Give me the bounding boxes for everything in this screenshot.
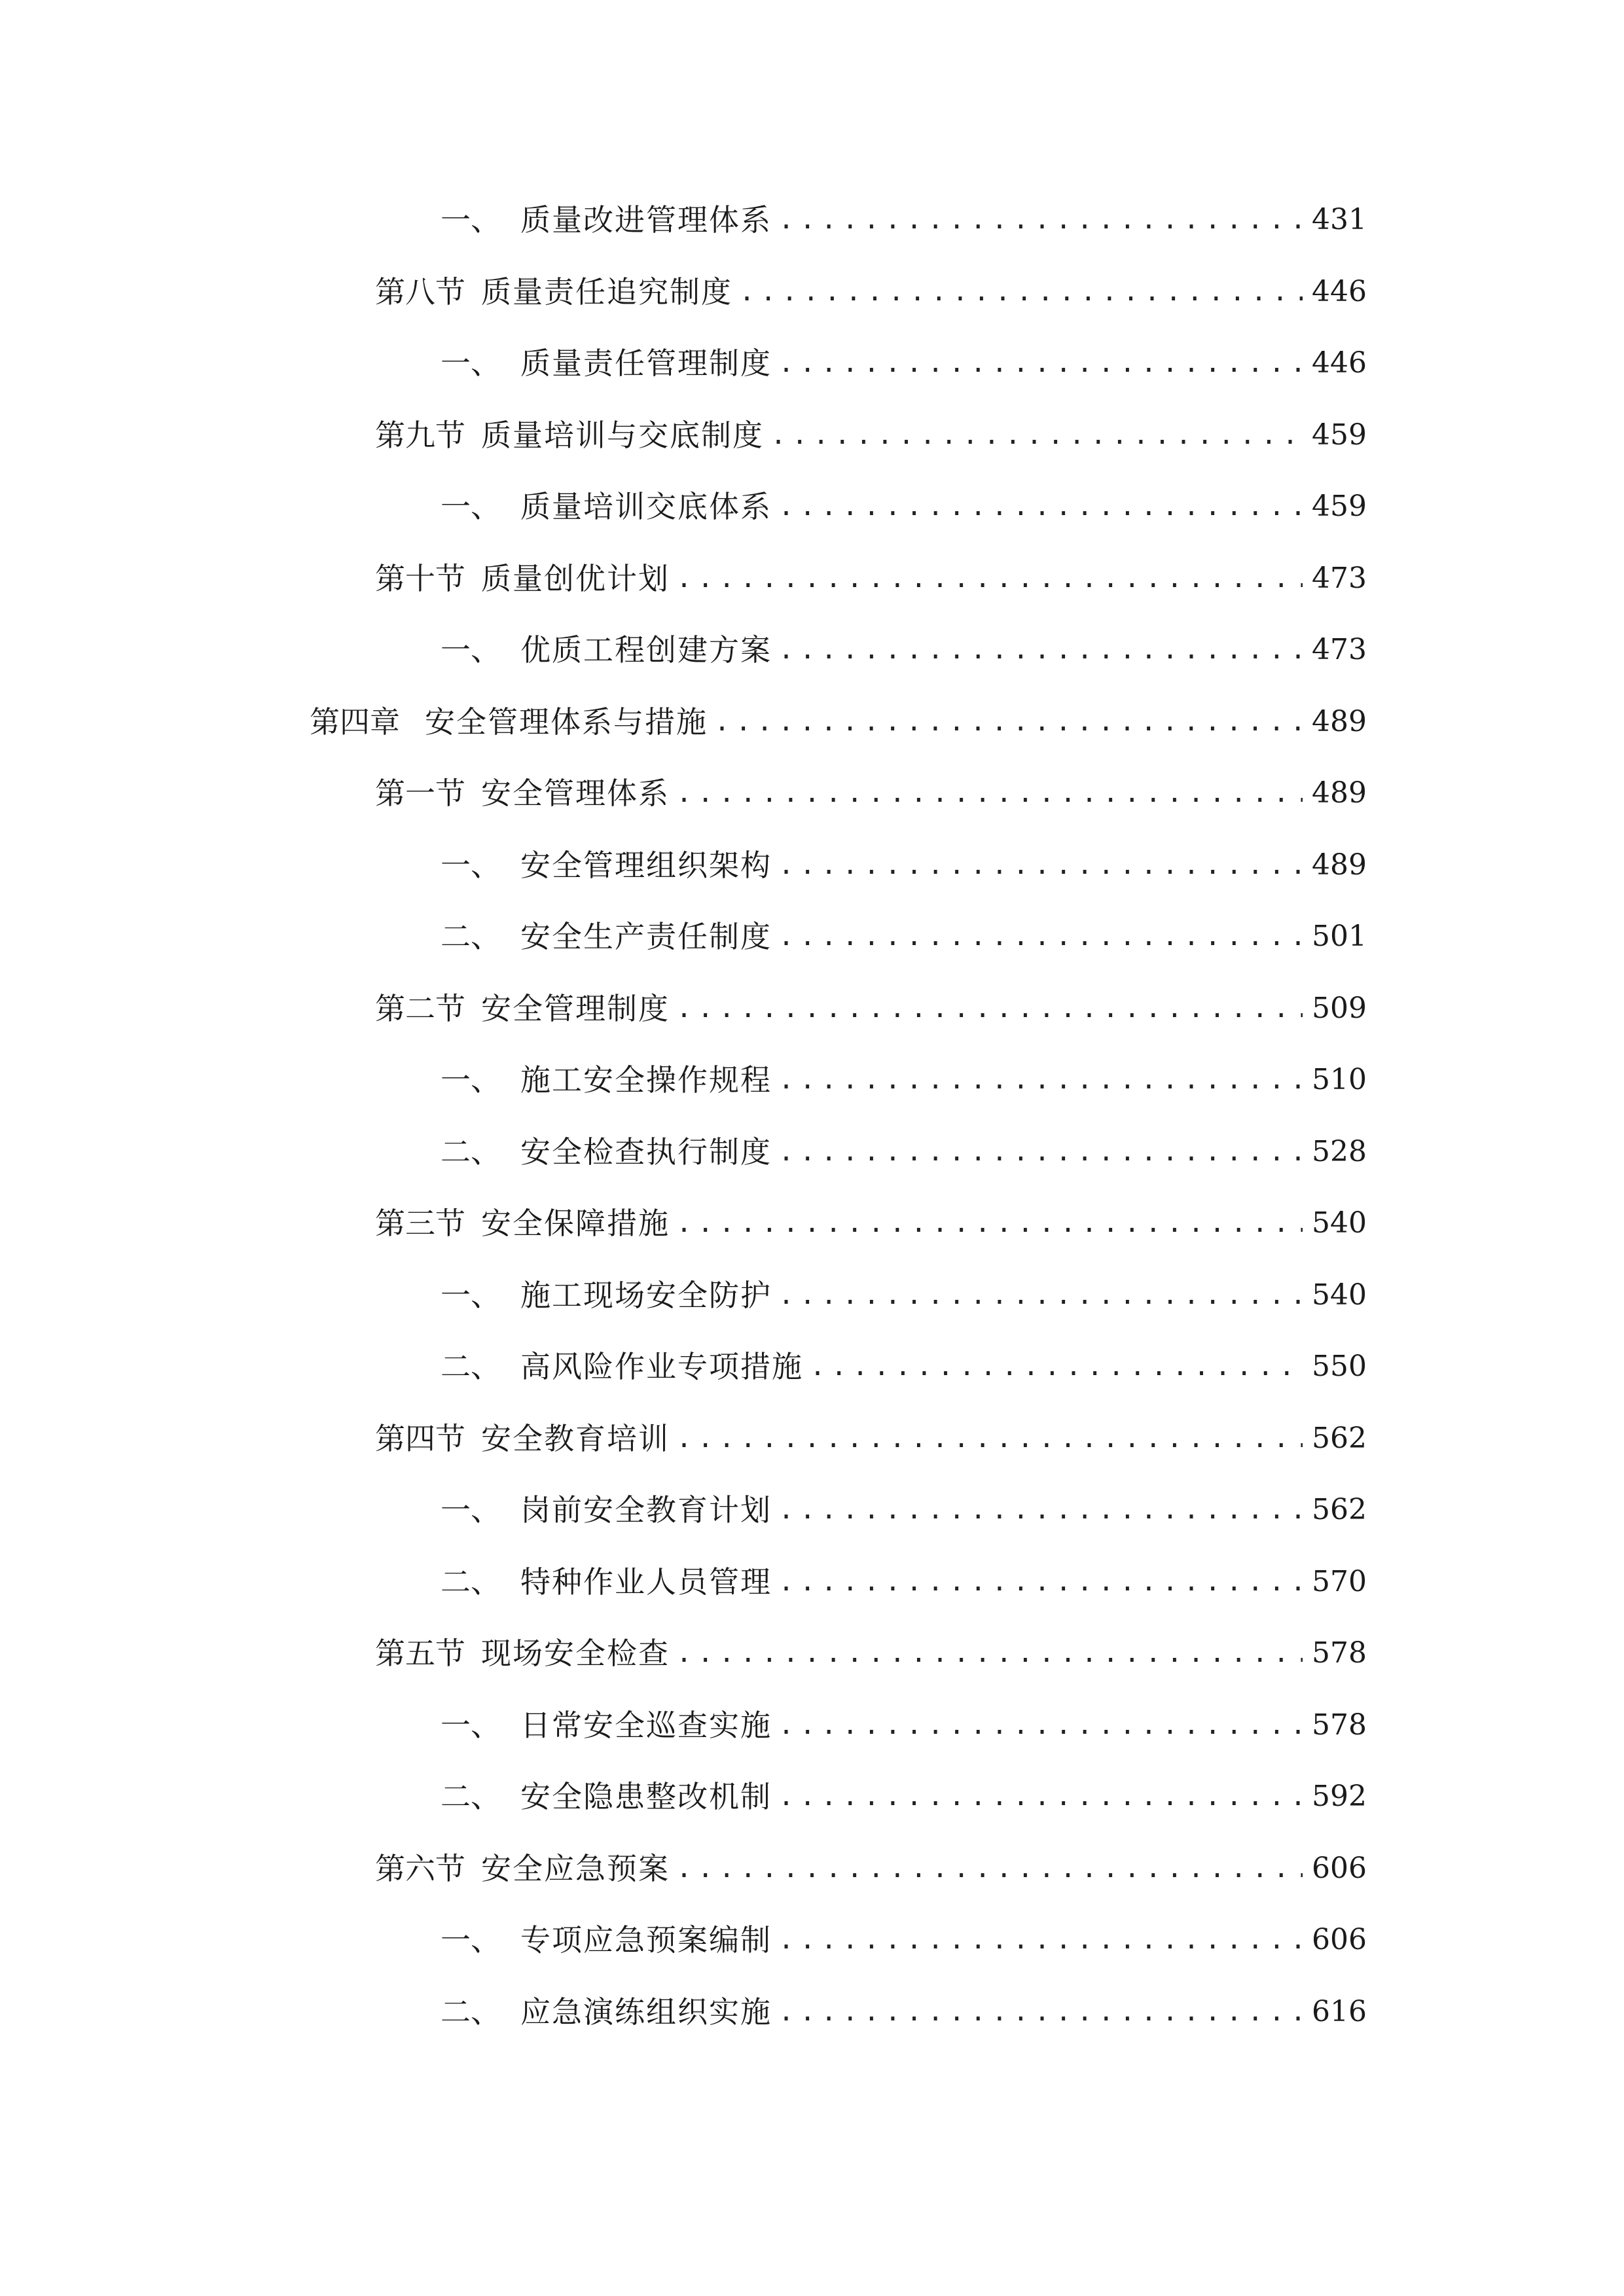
toc-dot-leader bbox=[810, 1340, 1303, 1393]
toc-entry-number: 一、 bbox=[441, 1492, 501, 1528]
toc-page-number: 570 bbox=[1312, 1565, 1367, 1598]
toc-entry-subsection[interactable] bbox=[441, 1269, 1367, 1321]
toc-page-number: 606 bbox=[1312, 1852, 1367, 1885]
toc-page-number: 489 bbox=[1312, 705, 1367, 738]
toc-entry-subsection[interactable] bbox=[441, 1340, 1367, 1393]
toc-page-number: 562 bbox=[1312, 1493, 1367, 1526]
toc-entry-title: 质量培训交底体系 bbox=[520, 489, 772, 524]
toc-entry-title: 安全隐患整改机制 bbox=[520, 1779, 772, 1814]
toc-dot-leader bbox=[778, 194, 1303, 246]
toc-entry-subsection[interactable] bbox=[441, 1699, 1367, 1751]
toc-entry-subsection[interactable] bbox=[441, 1914, 1367, 1966]
toc-page-number: 510 bbox=[1312, 1063, 1367, 1096]
toc-entry-number: 第三节 bbox=[375, 1206, 465, 1241]
toc-dot-leader bbox=[778, 1054, 1303, 1106]
toc-page-number: 489 bbox=[1312, 776, 1367, 810]
toc-entry-section[interactable] bbox=[375, 409, 1367, 461]
toc-page-number: 562 bbox=[1312, 1422, 1367, 1455]
toc-entry-title: 高风险作业专项措施 bbox=[520, 1349, 803, 1384]
toc-entry-title: 现场安全检查 bbox=[481, 1636, 670, 1671]
toc-dot-leader bbox=[676, 1197, 1303, 1249]
toc-entry-section[interactable] bbox=[375, 982, 1367, 1035]
toc-page-number: 592 bbox=[1312, 1780, 1367, 1813]
toc-entry-number: 一、 bbox=[441, 489, 501, 524]
toc-entry-title: 安全管理组织架构 bbox=[520, 848, 772, 883]
toc-dot-leader bbox=[778, 1770, 1303, 1823]
toc-page-number: 459 bbox=[1312, 418, 1367, 452]
toc-entry-number: 第五节 bbox=[375, 1636, 465, 1671]
toc-dot-leader bbox=[676, 767, 1303, 819]
toc-dot-leader bbox=[778, 910, 1303, 963]
toc-entry-number: 一、 bbox=[441, 1708, 501, 1743]
toc-entry-number: 二、 bbox=[441, 919, 501, 954]
toc-entry-title: 优质工程创建方案 bbox=[520, 632, 772, 668]
toc-page-number: 431 bbox=[1312, 203, 1367, 236]
toc-entry-number: 一、 bbox=[441, 632, 501, 668]
toc-entry-subsection[interactable] bbox=[441, 1556, 1367, 1608]
toc-entry-title: 专项应急预案编制 bbox=[520, 1922, 772, 1958]
toc-entry-title: 岗前安全教育计划 bbox=[520, 1492, 772, 1528]
toc-page-number: 616 bbox=[1312, 1995, 1367, 2028]
toc-entry-section[interactable] bbox=[375, 552, 1367, 605]
toc-dot-leader bbox=[778, 1699, 1303, 1751]
toc-entry-subsection[interactable] bbox=[441, 1054, 1367, 1106]
toc-entry-number: 二、 bbox=[441, 1134, 501, 1170]
toc-entry-number: 第八节 bbox=[375, 274, 465, 310]
toc-entry-title: 质量责任管理制度 bbox=[520, 346, 772, 381]
toc-entry-number: 第六节 bbox=[375, 1851, 465, 1886]
toc-entry-subsection[interactable] bbox=[441, 194, 1367, 246]
toc-dot-leader bbox=[676, 1627, 1303, 1679]
toc-entry-subsection[interactable] bbox=[441, 910, 1367, 963]
toc-dot-leader bbox=[676, 1412, 1303, 1465]
toc-page-number: 540 bbox=[1312, 1278, 1367, 1312]
toc-entry-section[interactable] bbox=[375, 767, 1367, 819]
toc-entry-subsection[interactable] bbox=[441, 1126, 1367, 1178]
toc-entry-title: 质量责任追究制度 bbox=[481, 274, 732, 310]
toc-dot-leader bbox=[778, 1556, 1303, 1608]
toc-entry-number: 第二节 bbox=[375, 991, 465, 1026]
toc-entry-number: 二、 bbox=[441, 1994, 501, 2030]
toc-entry-subsection[interactable] bbox=[441, 1770, 1367, 1823]
toc-dot-leader bbox=[714, 696, 1303, 748]
toc-dot-leader bbox=[778, 1126, 1303, 1178]
toc-dot-leader bbox=[676, 982, 1303, 1035]
toc-entry-number: 二、 bbox=[441, 1779, 501, 1814]
toc-entry-title: 安全应急预案 bbox=[481, 1851, 670, 1886]
toc-entry-number: 一、 bbox=[441, 848, 501, 883]
toc-page-number: 509 bbox=[1312, 992, 1367, 1025]
toc-dot-leader bbox=[778, 624, 1303, 676]
toc-entry-title: 质量培训与交底制度 bbox=[481, 418, 764, 453]
toc-entry-title: 施工现场安全防护 bbox=[520, 1278, 772, 1313]
toc-dot-leader bbox=[676, 552, 1303, 605]
toc-entry-subsection[interactable] bbox=[441, 839, 1367, 891]
toc-entry-section[interactable] bbox=[375, 1842, 1367, 1895]
toc-entry-title: 应急演练组织实施 bbox=[520, 1994, 772, 2030]
toc-entry-section[interactable] bbox=[375, 1197, 1367, 1249]
toc-entry-number: 一、 bbox=[441, 1922, 501, 1958]
toc-page-number: 540 bbox=[1312, 1206, 1367, 1240]
toc-dot-leader bbox=[778, 1986, 1303, 2038]
toc-entry-title: 质量改进管理体系 bbox=[520, 202, 772, 238]
toc-dot-leader bbox=[778, 337, 1303, 389]
toc-dot-leader bbox=[778, 839, 1303, 891]
toc-entry-title: 安全生产责任制度 bbox=[520, 919, 772, 954]
toc-entry-chapter[interactable] bbox=[310, 696, 1367, 748]
toc-page-number: 473 bbox=[1312, 633, 1367, 666]
toc-entry-section[interactable] bbox=[375, 1627, 1367, 1679]
toc-page-number: 459 bbox=[1312, 490, 1367, 523]
toc-page-number: 550 bbox=[1312, 1350, 1367, 1383]
toc-entry-subsection[interactable] bbox=[441, 1484, 1367, 1536]
toc-entry-subsection[interactable] bbox=[441, 1986, 1367, 2038]
toc-entry-section[interactable] bbox=[375, 266, 1367, 318]
toc-entry-number: 第四节 bbox=[375, 1421, 465, 1456]
toc-page-number: 528 bbox=[1312, 1135, 1367, 1168]
toc-entry-number: 第十节 bbox=[375, 561, 465, 596]
toc-entry-title: 特种作业人员管理 bbox=[520, 1564, 772, 1600]
toc-entry-number: 一、 bbox=[441, 1278, 501, 1313]
toc-entry-number: 二、 bbox=[441, 1349, 501, 1384]
toc-entry-title: 日常安全巡查实施 bbox=[520, 1708, 772, 1743]
toc-page-number: 501 bbox=[1312, 920, 1367, 953]
toc-page-number: 446 bbox=[1312, 346, 1367, 380]
toc-page-number: 473 bbox=[1312, 562, 1367, 595]
toc-entry-number: 第四章 bbox=[310, 704, 400, 740]
toc-entry-number: 第一节 bbox=[375, 776, 465, 811]
toc-entry-subsection[interactable] bbox=[441, 624, 1367, 676]
toc-entry-number: 一、 bbox=[441, 346, 501, 381]
toc-entry-title: 安全管理体系与措施 bbox=[425, 704, 708, 740]
toc-entry-title: 安全检查执行制度 bbox=[520, 1134, 772, 1170]
toc-entry-number: 二、 bbox=[441, 1564, 501, 1600]
toc-entry-title: 施工安全操作规程 bbox=[520, 1062, 772, 1098]
toc-dot-leader bbox=[778, 1269, 1303, 1321]
toc-entry-number: 一、 bbox=[441, 202, 501, 238]
toc-entry-number: 一、 bbox=[441, 1062, 501, 1098]
toc-dot-leader bbox=[770, 409, 1303, 461]
toc-entry-title: 安全管理制度 bbox=[481, 991, 670, 1026]
toc-dot-leader bbox=[778, 1484, 1303, 1536]
toc-dot-leader bbox=[778, 1914, 1303, 1966]
toc-entry-subsection[interactable] bbox=[441, 480, 1367, 533]
toc-dot-leader bbox=[676, 1842, 1303, 1895]
toc-page-number: 578 bbox=[1312, 1636, 1367, 1670]
toc-entry-section[interactable] bbox=[375, 1412, 1367, 1465]
toc-entry-title: 安全保障措施 bbox=[481, 1206, 670, 1241]
toc-page-number: 446 bbox=[1312, 275, 1367, 308]
toc-dot-leader bbox=[778, 480, 1303, 533]
toc-page-number: 489 bbox=[1312, 848, 1367, 882]
toc-entry-title: 质量创优计划 bbox=[481, 561, 670, 596]
toc-entry-title: 安全管理体系 bbox=[481, 776, 670, 811]
toc-entry-subsection[interactable] bbox=[441, 337, 1367, 389]
toc-entry-title: 安全教育培训 bbox=[481, 1421, 670, 1456]
toc-page-number: 578 bbox=[1312, 1708, 1367, 1742]
toc-dot-leader bbox=[739, 266, 1303, 318]
toc-page-number: 606 bbox=[1312, 1923, 1367, 1956]
toc-entry-number: 第九节 bbox=[375, 418, 465, 453]
